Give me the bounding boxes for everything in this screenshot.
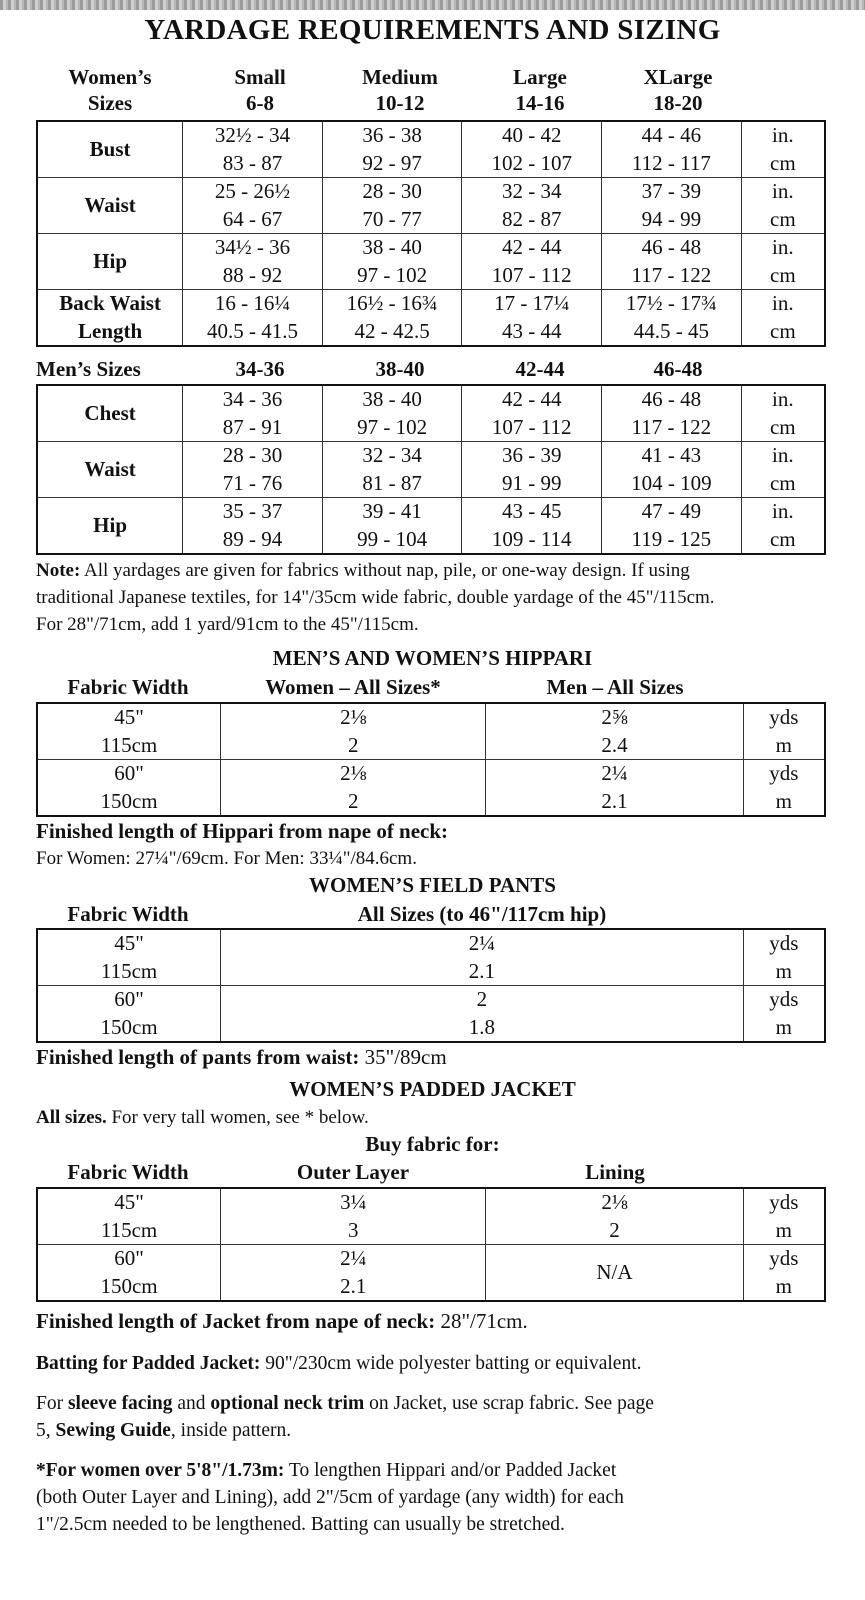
text: 5, [36, 1420, 56, 1441]
all-sizes-cell [221, 929, 744, 986]
note-label: Note: [36, 560, 81, 581]
value-yds: 2 [476, 987, 488, 1011]
value-in: 39 - 41 [362, 499, 422, 523]
text: For [36, 1393, 68, 1414]
cell [462, 234, 602, 290]
value-cm: 119 - 125 [631, 526, 712, 551]
value-cm: 104 - 109 [631, 470, 712, 495]
unit-cm: cm [770, 150, 796, 175]
table-row [37, 385, 825, 442]
jacket-finished [36, 1308, 528, 1334]
col-range: 14-16 [515, 91, 565, 115]
value-cm: 91 - 99 [501, 470, 562, 495]
value-in: 28 - 30 [222, 443, 283, 467]
jacket-table [36, 1187, 826, 1302]
jacket-all-sizes [36, 1104, 369, 1131]
pants-finished-value: 35"/89cm [359, 1045, 447, 1069]
value-in: 34½ - 36 [214, 235, 291, 259]
value-m: 2.1 [468, 958, 495, 983]
table-row [37, 929, 825, 986]
value-yds: 2⅝ [601, 705, 628, 729]
unit-in: in. [772, 443, 794, 467]
row-label-hip [37, 234, 183, 290]
cell [602, 178, 742, 234]
value-in: 25 - 26½ [214, 179, 291, 203]
width-cm: 150cm [100, 1273, 158, 1298]
unit-m: m [775, 958, 792, 983]
label-text: Length [78, 318, 143, 343]
value-in: 16½ - 16¾ [346, 291, 438, 315]
table-row [37, 234, 825, 290]
value-m: 3 [347, 1217, 359, 1242]
table-row [37, 1245, 825, 1302]
value-in: 44 - 46 [641, 123, 702, 147]
unit-cell [743, 1188, 825, 1245]
fabric-width-cell [37, 986, 221, 1043]
width-in: 60" [114, 987, 144, 1011]
cell [322, 442, 462, 498]
value-cm: 112 - 117 [631, 150, 711, 175]
all-sizes-cell [221, 986, 744, 1043]
value-m: 2 [609, 1217, 620, 1242]
tall-line-2: (both Outer Layer and Lining), add 2"/5cm of yardage (any width) for each [36, 1487, 624, 1508]
fabric-width-cell [37, 703, 221, 760]
cell [183, 442, 323, 498]
text: on Jacket, use scrap fabric. See page [364, 1393, 654, 1414]
hippari-col-fabric: Fabric Width [67, 675, 189, 699]
value-cm: 87 - 91 [222, 414, 283, 439]
cell [322, 178, 462, 234]
hippari-table [36, 702, 826, 817]
cell [183, 290, 323, 347]
fabric-width-cell [37, 1245, 221, 1302]
lining-cell: N/A [486, 1245, 743, 1302]
mens-sizes-label: Men’s Sizes [36, 357, 141, 381]
mens-col-42-44: 42-44 [515, 357, 565, 381]
neck-trim-label: optional neck trim [210, 1393, 365, 1414]
note-text: All yardages are given for fabrics without nap, pile, or one-way design. If using [80, 560, 690, 581]
note-line-3: For 28"/71cm, add 1 yard/91cm to the 45"/115cm. [36, 614, 419, 635]
value-in: 46 - 48 [641, 387, 702, 411]
batting-label: Batting for Padded Jacket: [36, 1353, 261, 1374]
value-yds: 2¼ [468, 931, 495, 955]
unit-yds: yds [769, 761, 799, 785]
womens-sizes-label [40, 64, 180, 116]
row-label-waist [37, 178, 183, 234]
table-row [37, 986, 825, 1043]
value-cm: 97 - 102 [357, 262, 428, 287]
cell [462, 290, 602, 347]
pants-table [36, 928, 826, 1043]
value-cm: 88 - 92 [222, 262, 283, 287]
unit-in: in. [772, 499, 794, 523]
all-sizes-label: All sizes. [36, 1107, 107, 1128]
row-label-waist: Waist [37, 442, 183, 498]
value-cm: 81 - 87 [362, 470, 422, 495]
width-in: 45" [114, 705, 144, 729]
value-cm: 71 - 76 [222, 470, 283, 495]
tall-paragraph [36, 1457, 836, 1538]
value-cm: 82 - 87 [502, 206, 562, 231]
col-range: 10-12 [375, 91, 425, 115]
value-cm: 117 - 122 [631, 262, 712, 287]
col-header-medium [330, 64, 470, 116]
value-cm: 109 - 114 [491, 526, 572, 551]
mens-size-table [36, 384, 826, 555]
cell [183, 121, 323, 178]
cell [322, 234, 462, 290]
value-in: 32 - 34 [362, 443, 422, 467]
unit-in: in. [772, 387, 794, 411]
unit-cm: cm [769, 470, 796, 495]
col-name: Small [234, 65, 286, 89]
unit-yds: yds [769, 1190, 799, 1214]
buy-fabric-label: Buy fabric for: [365, 1132, 500, 1156]
value-in: 46 - 48 [641, 235, 702, 259]
label-text: Bust [89, 136, 131, 161]
mens-col-38-40: 38-40 [375, 357, 425, 381]
outer-cell [221, 1188, 486, 1245]
unit-cm: cm [770, 318, 796, 343]
jacket-title: WOMEN’S PADDED JACKET [289, 1077, 576, 1101]
col-range: 6-8 [246, 91, 274, 115]
col-header-small [190, 64, 330, 116]
table-row [37, 703, 825, 760]
value-cm: 70 - 77 [362, 206, 422, 231]
col-name: Medium [362, 65, 438, 89]
value-cm: 83 - 87 [222, 150, 283, 175]
sleeve-paragraph [36, 1390, 836, 1444]
value-in: 47 - 49 [641, 499, 702, 523]
value-yds: 2⅛ [601, 1190, 628, 1214]
value-in: 41 - 43 [641, 443, 702, 467]
value-in: 32 - 34 [502, 179, 562, 203]
jacket-col-outer: Outer Layer [296, 1160, 410, 1184]
unit-cell [743, 760, 825, 817]
cell [462, 178, 602, 234]
sleeve-facing-label: sleeve facing [67, 1393, 173, 1414]
label-text: Hip [93, 248, 128, 273]
fabric-width-cell [37, 760, 221, 817]
unit-yds: yds [769, 987, 799, 1011]
value-yds: 2⅛ [340, 705, 367, 729]
value-in: 38 - 40 [362, 235, 422, 259]
value-in: 36 - 39 [501, 443, 562, 467]
jacket-col-fabric: Fabric Width [67, 1160, 189, 1184]
value-yds: 2¼ [340, 1246, 367, 1270]
value-cm: 40.5 - 41.5 [207, 318, 299, 343]
lining-cell [486, 1188, 743, 1245]
unit-m: m [775, 1014, 792, 1039]
sleeve-line-1 [36, 1390, 836, 1417]
hippari-title: MEN’S AND WOMEN’S HIPPARI [272, 646, 593, 670]
table-row [37, 498, 825, 555]
col-name: Large [513, 65, 567, 89]
tall-line-3: 1"/2.5cm needed to be lengthened. Batting can usually be stretched. [36, 1514, 565, 1535]
note-paragraph [36, 557, 836, 638]
table-row [37, 121, 825, 178]
page-title: YARDAGE REQUIREMENTS AND SIZING [144, 14, 721, 46]
pants-col-fabric: Fabric Width [67, 902, 189, 926]
unit-cell [741, 234, 825, 290]
unit-cell [743, 703, 825, 760]
scan-edge [0, 0, 865, 10]
unit-cell [741, 121, 825, 178]
value-in: 35 - 37 [222, 499, 283, 523]
value-cm: 89 - 94 [222, 526, 283, 551]
women-cell [221, 760, 486, 817]
width-in: 45" [114, 1190, 144, 1214]
cell [462, 385, 602, 442]
label-text: Waist [84, 192, 136, 217]
unit-cell [741, 498, 825, 555]
cell [602, 442, 742, 498]
batting-paragraph [36, 1350, 642, 1377]
fabric-width-cell [37, 1188, 221, 1245]
row-label-hip: Hip [37, 498, 183, 555]
womens-label-line2: Sizes [87, 91, 133, 115]
cell [322, 290, 462, 347]
hippari-finished-label: Finished length of Hippari from nape of neck: [36, 819, 449, 843]
unit-in: in. [772, 291, 794, 315]
table-row [37, 178, 825, 234]
value-cm: 107 - 112 [491, 414, 572, 439]
width-in: 45" [114, 931, 144, 955]
value-cm: 99 - 104 [357, 526, 428, 551]
value-in: 32½ - 34 [214, 123, 291, 147]
unit-cell [741, 385, 825, 442]
value-cm: 92 - 97 [362, 150, 422, 175]
unit-in: in. [772, 123, 794, 147]
unit-in: in. [772, 179, 794, 203]
cell [183, 385, 323, 442]
width-cm: 115cm [100, 732, 158, 757]
cell [602, 385, 742, 442]
cell [602, 121, 742, 178]
tall-label: *For women over 5'8"/1.73m: [36, 1460, 285, 1481]
width-in: 60" [114, 761, 144, 785]
value-cm: 107 - 112 [491, 262, 572, 287]
womens-size-table [36, 120, 826, 347]
cell [183, 178, 323, 234]
value-yds: 3¼ [340, 1190, 367, 1214]
value-m: 2 [347, 732, 359, 757]
unit-in: in. [772, 235, 794, 259]
value-cm: 97 - 102 [357, 414, 428, 439]
value-in: 37 - 39 [641, 179, 702, 203]
width-cm: 115cm [100, 958, 158, 983]
cell [322, 121, 462, 178]
value-in: 36 - 38 [362, 123, 422, 147]
pants-col-all: All Sizes (to 46"/117cm hip) [357, 902, 607, 926]
value-m: 2 [347, 788, 359, 813]
note-line-2: traditional Japanese textiles, for 14"/35cm wide fabric, double yardage of the 45"/115cm. [36, 587, 715, 608]
unit-cell [741, 442, 825, 498]
unit-cell [741, 178, 825, 234]
text: and [172, 1393, 211, 1414]
row-label-bust [37, 121, 183, 178]
unit-cell [743, 986, 825, 1043]
sleeve-line-2 [36, 1417, 836, 1444]
cell [322, 385, 462, 442]
jacket-finished-value: 28"/71cm. [435, 1309, 528, 1333]
sewing-guide-label: Sewing Guide [55, 1420, 171, 1441]
cell [602, 234, 742, 290]
pants-title: WOMEN’S FIELD PANTS [309, 873, 556, 897]
value-in: 34 - 36 [222, 387, 283, 411]
note-line-1 [36, 557, 836, 584]
cell [183, 498, 323, 555]
col-range: 18-20 [653, 91, 703, 115]
table-row [37, 290, 825, 347]
value-cm: 102 - 107 [491, 150, 573, 175]
value-in: 16 - 16¼ [214, 291, 291, 315]
value-in: 17 - 17¼ [494, 291, 570, 315]
value-in: 38 - 40 [362, 387, 422, 411]
cell [602, 498, 742, 555]
cell [602, 290, 742, 347]
jacket-finished-label: Finished length of Jacket from nape of neck: [36, 1309, 436, 1333]
hippari-col-men: Men – All Sizes [546, 675, 684, 699]
tall-line-1 [36, 1457, 836, 1484]
value-cm: 43 - 44 [502, 318, 562, 343]
men-cell [486, 760, 743, 817]
label-text: Back Waist [59, 291, 161, 315]
value-in: 28 - 30 [362, 179, 422, 203]
all-sizes-text: For very tall women, see * below. [106, 1107, 369, 1128]
hippari-finished-text: For Women: 27¼"/69cm. For Men: 33¼"/84.6cm. [36, 848, 417, 869]
value-m: 1.8 [468, 1014, 495, 1039]
unit-m: m [775, 732, 792, 757]
womens-label-line1: Women’s [68, 65, 152, 89]
outer-cell [221, 1245, 486, 1302]
unit-yds: yds [769, 1246, 799, 1270]
width-in: 60" [114, 1246, 144, 1270]
unit-yds: yds [769, 705, 799, 729]
mens-col-46-48: 46-48 [653, 357, 703, 381]
value-m: 2.1 [601, 788, 628, 813]
value-in: 43 - 45 [501, 499, 562, 523]
unit-cm: cm [769, 526, 796, 551]
col-header-xlarge [608, 64, 748, 116]
unit-m: m [775, 788, 792, 813]
pants-finished [36, 1044, 447, 1070]
women-cell [221, 703, 486, 760]
value-cm: 94 - 99 [641, 206, 702, 231]
jacket-col-lining: Lining [585, 1160, 645, 1184]
unit-cell [743, 1245, 825, 1302]
unit-m: m [775, 1273, 792, 1298]
value-yds: 2¼ [601, 761, 628, 785]
hippari-col-women: Women – All Sizes* [265, 675, 441, 699]
unit-m: m [775, 1217, 792, 1242]
cell [322, 498, 462, 555]
value-cm: 64 - 67 [222, 206, 283, 231]
cell [462, 498, 602, 555]
men-cell [486, 703, 743, 760]
col-name: XLarge [643, 65, 713, 89]
table-row [37, 1188, 825, 1245]
value-in: 40 - 42 [502, 123, 562, 147]
width-cm: 115cm [100, 1217, 158, 1242]
batting-text: 90"/230cm wide polyester batting or equivalent. [260, 1353, 642, 1374]
unit-cell [741, 290, 825, 347]
unit-cm: cm [769, 414, 796, 439]
cell [462, 442, 602, 498]
text: , inside pattern. [170, 1420, 292, 1441]
unit-cm: cm [770, 206, 796, 231]
table-row [37, 760, 825, 817]
width-cm: 150cm [100, 1014, 158, 1039]
pants-finished-label: Finished length of pants from waist: [36, 1045, 360, 1069]
col-header-large [470, 64, 610, 116]
width-cm: 150cm [100, 788, 158, 813]
value-cm: 44.5 - 45 [633, 318, 710, 343]
unit-cm: cm [770, 262, 796, 287]
value-yds: 2⅛ [340, 761, 367, 785]
value-cm: 42 - 42.5 [354, 318, 430, 343]
value-m: 2.1 [340, 1273, 367, 1298]
row-label-chest: Chest [37, 385, 183, 442]
value-in: 42 - 44 [501, 387, 562, 411]
fabric-width-cell [37, 929, 221, 986]
unit-cell [743, 929, 825, 986]
value-in: 17½ - 17¾ [625, 291, 717, 315]
text: To lengthen Hippari and/or Padded Jacket [284, 1460, 617, 1481]
unit-yds: yds [769, 931, 799, 955]
value-in: 42 - 44 [502, 235, 562, 259]
value-cm: 117 - 122 [631, 414, 712, 439]
cell [462, 121, 602, 178]
cell [183, 234, 323, 290]
table-row [37, 442, 825, 498]
row-label-back-waist-length [37, 290, 183, 347]
mens-col-34-36: 34-36 [235, 357, 285, 381]
value-m: 2.4 [601, 732, 628, 757]
